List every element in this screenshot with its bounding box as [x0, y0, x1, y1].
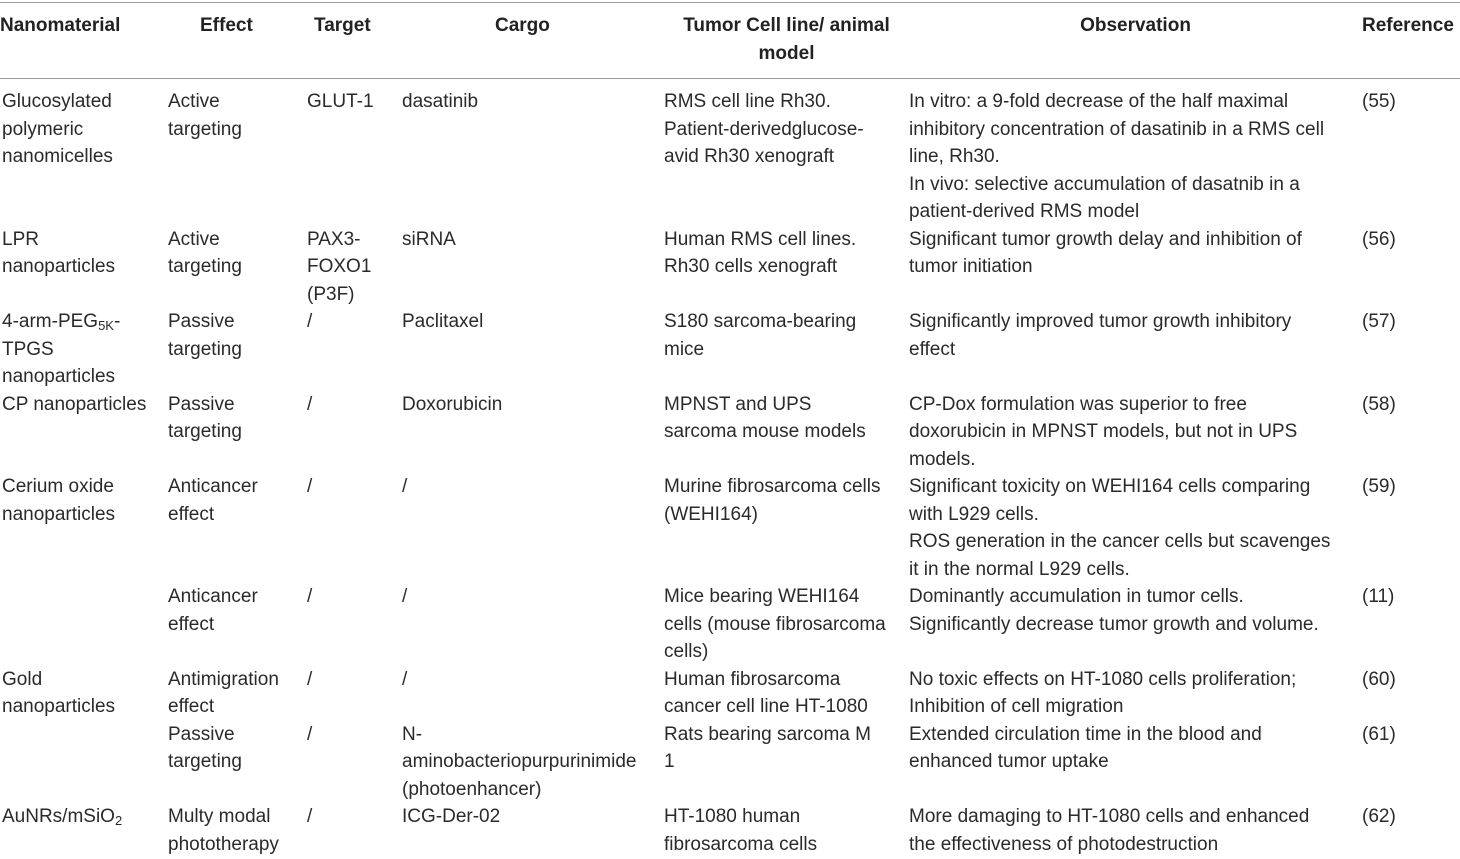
cell-observation: No toxic effects on HT-1080 cells proliferation; Inhibition of cell migration	[909, 668, 1297, 717]
header-reference: Reference	[1362, 15, 1454, 36]
cell-effect: Multy modal phototherapy	[168, 806, 279, 855]
nanomaterial-text-suffix: - TPGS nanoparticles	[2, 311, 121, 387]
cell-effect: Antimigration effect	[168, 668, 279, 717]
cell-reference: (57)	[1362, 311, 1396, 332]
cell-target: /	[307, 476, 313, 497]
cell-observation: Significant toxicity on WEHI164 cells comparing with L929 cells. ROS generation in the cancer cells but scavenges it in the normal L929 cells.	[909, 476, 1331, 580]
table-row	[0, 226, 1460, 309]
cell-model: Rats bearing sarcoma M 1	[664, 723, 871, 772]
nanomaterial-text: 4-arm-PEG	[2, 311, 99, 332]
cell-model: S180 sarcoma-bearing mice	[664, 311, 857, 360]
table-row	[0, 391, 1460, 474]
cell-cargo: Paclitaxel	[402, 311, 484, 332]
cell-effect: Active targeting	[168, 91, 242, 140]
cell-reference: (58)	[1362, 393, 1396, 415]
cell-model: Mice bearing WEHI164 cells (mouse fibrosarcoma cells)	[664, 586, 886, 662]
cell-target: /	[307, 586, 313, 607]
header-observation: Observation	[1080, 15, 1191, 36]
cell-observation: Significantly improved tumor growth inhibitory effect	[909, 311, 1292, 360]
cell-effect: Passive targeting	[168, 723, 242, 772]
cell-target: /	[307, 806, 313, 827]
cell-target: /	[307, 393, 313, 415]
table-row	[0, 583, 1460, 666]
nanomaterials-table	[0, 12, 1460, 859]
header-row	[0, 12, 1460, 88]
cell-observation: More damaging to HT-1080 cells and enhanced the effectiveness of photodestruction	[909, 806, 1310, 855]
cell-effect: Passive targeting	[168, 311, 242, 360]
header-model: Tumor Cell line/ animal model	[683, 15, 890, 64]
cell-model: Human RMS cell lines. Rh30 cells xenograft	[664, 228, 857, 277]
cell-effect: Anticancer effect	[168, 586, 258, 635]
cell-nanomaterial	[0, 583, 166, 666]
cell-observation: CP-Dox formulation was superior to free doxorubicin in MPNST models, but not in UPS models.	[909, 393, 1298, 470]
cell-nanomaterial	[0, 721, 166, 804]
header-target: Target	[314, 15, 371, 36]
cell-cargo: /	[402, 476, 408, 497]
cell-observation: Significant tumor growth delay and inhibition of tumor initiation	[909, 228, 1302, 277]
cell-model: Murine fibrosarcoma cells (WEHI164)	[664, 476, 881, 525]
cell-reference: (62)	[1362, 806, 1396, 827]
cell-observation: Dominantly accumulation in tumor cells. Significantly decrease tumor growth and volume.	[909, 586, 1319, 635]
cell-model: MPNST and UPS sarcoma mouse models	[664, 393, 866, 442]
cell-target: /	[307, 723, 313, 745]
cell-model: HT-1080 human fibrosarcoma cells	[664, 806, 818, 855]
cell-target: GLUT-1	[307, 91, 374, 112]
header-effect: Effect	[200, 15, 253, 36]
cell-effect: Active targeting	[168, 228, 242, 277]
table-row	[0, 803, 1460, 859]
cell-cargo: /	[402, 586, 408, 607]
cell-reference: (11)	[1362, 586, 1395, 607]
cell-nanomaterial: Glucosylated polymeric nanomicelles	[2, 91, 113, 167]
cell-reference: (56)	[1362, 228, 1396, 250]
table-row	[0, 473, 1460, 583]
nanomaterial-subscript: 2	[114, 813, 123, 828]
cell-reference: (59)	[1362, 476, 1396, 497]
cell-nanomaterial: CP nanoparticles	[2, 393, 147, 415]
cell-effect: Passive targeting	[168, 393, 242, 442]
cell-nanomaterial: LPR nanoparticles	[2, 228, 116, 277]
cell-target: /	[307, 668, 313, 690]
cell-nanomaterial: Cerium oxide nanoparticles	[2, 476, 116, 525]
cell-target: PAX3- FOXO1 (P3F)	[307, 228, 372, 305]
table-row	[0, 88, 1460, 226]
table-row	[0, 666, 1460, 721]
cell-model: RMS cell line Rh30. Patient-derivedglucose- avid Rh30 xenograft	[664, 91, 864, 167]
cell-cargo: ICG-Der-02	[402, 806, 501, 827]
cell-nanomaterial	[0, 803, 166, 859]
cell-cargo: Doxorubicin	[402, 393, 503, 415]
table-row	[0, 308, 1460, 391]
cell-target: /	[307, 311, 313, 332]
cell-cargo: N- aminobacteriopurpurinimide (photoenhancer)	[402, 723, 637, 800]
nanomaterial-text: AuNRs/mSiO	[2, 806, 115, 827]
cell-effect: Anticancer effect	[168, 476, 258, 525]
cell-cargo: dasatinib	[402, 91, 479, 112]
header-cargo: Cargo	[495, 15, 550, 36]
cell-nanomaterial: Gold nanoparticles	[2, 668, 116, 717]
table-row	[0, 721, 1460, 804]
cell-cargo: siRNA	[402, 228, 456, 250]
nanomaterial-subscript: 5K	[98, 318, 114, 333]
cell-nanomaterial	[0, 308, 166, 391]
cell-observation: In vitro: a 9-fold decrease of the half maximal inhibitory concentration of dasatinib in a RMS cell line, Rh30. In vivo: selective accumulation of dasatnib in a patient-derived RMS model	[909, 91, 1325, 222]
table-top-rule	[0, 2, 1460, 3]
cell-cargo: /	[402, 668, 408, 690]
header-nanomaterial: Nanomaterial	[0, 15, 121, 36]
cell-observation: Extended circulation time in the blood and enhanced tumor uptake	[909, 723, 1262, 772]
cell-reference: (55)	[1362, 91, 1396, 112]
cell-reference: (61)	[1362, 723, 1396, 745]
cell-model: Human fibrosarcoma cancer cell line HT-1080	[664, 668, 868, 717]
cell-reference: (60)	[1362, 668, 1396, 690]
